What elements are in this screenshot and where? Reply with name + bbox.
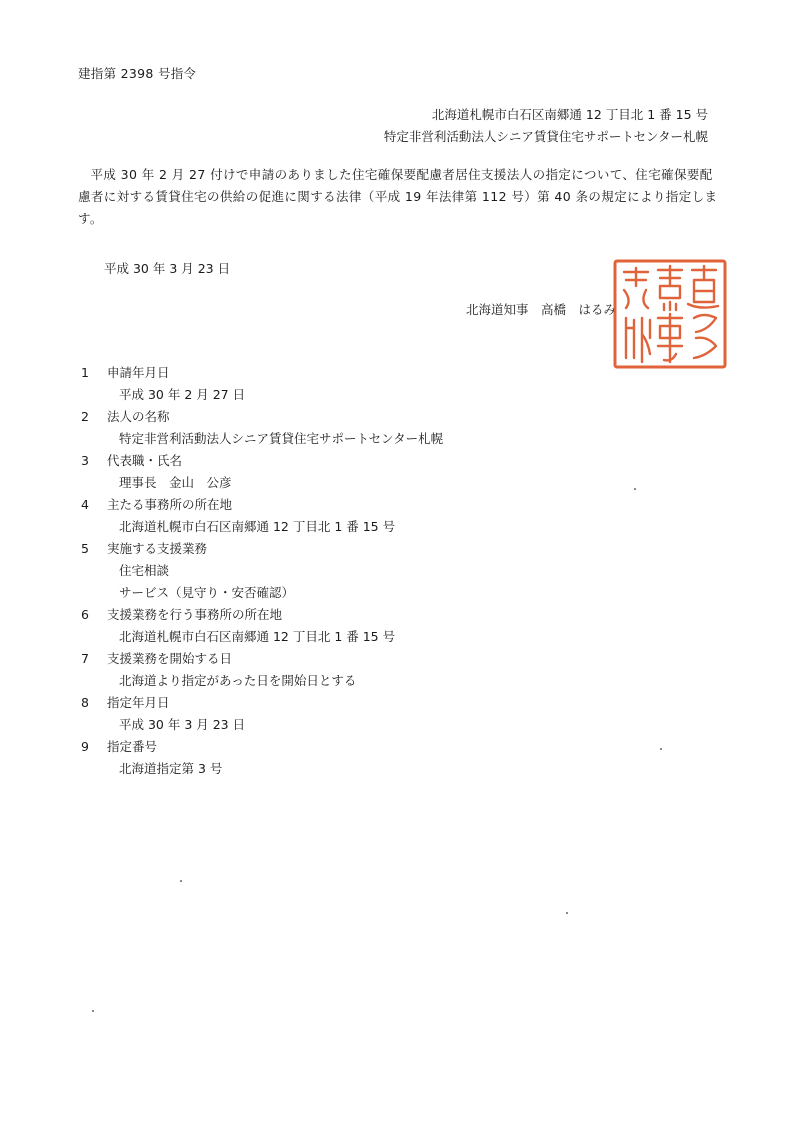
item-value: 平成 30 年 2 月 27 日	[119, 387, 246, 402]
item-value: 北海道札幌市白石区南郷通 12 丁目北 1 番 15 号	[119, 629, 396, 644]
list-item	[78, 604, 678, 648]
item-label: 支援業務を行う事務所の所在地	[107, 607, 283, 622]
item-value: サービス（見守り・安否確認）	[119, 585, 295, 600]
item-heading-row	[78, 494, 678, 516]
item-number: 5	[81, 541, 89, 556]
list-item	[78, 406, 678, 450]
item-label: 支援業務を開始する日	[107, 651, 233, 666]
governor-signature-line	[466, 300, 616, 318]
item-heading-row	[78, 406, 678, 428]
item-number: 7	[81, 651, 89, 666]
scan-speck	[92, 1010, 94, 1012]
item-label: 申請年月日	[107, 365, 170, 380]
item-number: 1	[81, 365, 89, 380]
item-label: 実施する支援業務	[107, 541, 208, 556]
list-item	[78, 450, 678, 494]
item-value: 平成 30 年 3 月 23 日	[119, 717, 246, 732]
item-label: 法人の名称	[107, 409, 170, 424]
item-label: 指定年月日	[107, 695, 170, 710]
item-heading-row	[78, 648, 678, 670]
item-value: 北海道札幌市白石区南郷通 12 丁目北 1 番 15 号	[119, 519, 396, 534]
item-label: 指定番号	[107, 739, 158, 754]
document-number: 建指第 2398 号指令	[78, 66, 197, 81]
designation-body-text: 平成 30 年 2 月 27 付けで申請のありました住宅確保要配慮者居住支援法人の指定について、住宅確保要配慮者に対する賃貸住宅の供給の促進に関する法律（平成 19 年法律第 112 号）第 40 条の規定により指定します。	[78, 167, 718, 226]
addressee-organization: 特定非営利活動法人シニア賃貸住宅サポートセンター札幌	[383, 129, 708, 144]
official-seal-stamp	[612, 258, 728, 370]
addressee-block	[384, 104, 708, 148]
item-number: 2	[81, 409, 89, 424]
scan-speck	[566, 912, 568, 914]
scan-speck	[180, 880, 182, 882]
item-value: 北海道指定第 3 号	[119, 761, 223, 776]
item-number: 3	[81, 453, 89, 468]
addressee-address: 北海道札幌市白石区南郷通 12 丁目北 1 番 15 号	[431, 107, 708, 122]
issue-date: 平成 30 年 3 月 23 日	[104, 261, 231, 276]
list-item	[78, 538, 678, 604]
designation-items-list	[78, 362, 678, 780]
scan-speck	[660, 748, 662, 750]
list-item	[78, 494, 678, 538]
scan-speck	[634, 488, 636, 490]
item-value: 住宅相談	[119, 563, 170, 578]
item-label: 主たる事務所の所在地	[107, 497, 233, 512]
list-item	[78, 736, 678, 780]
item-heading-row	[78, 362, 678, 384]
governor-name: 高橋 はるみ	[541, 302, 617, 317]
item-heading-row	[78, 450, 678, 472]
item-number: 4	[81, 497, 89, 512]
item-heading-row	[78, 736, 678, 758]
item-heading-row	[78, 538, 678, 560]
item-heading-row	[78, 604, 678, 626]
item-value: 北海道より指定があった日を開始日とする	[119, 673, 357, 688]
item-heading-row	[78, 692, 678, 714]
item-value: 特定非営利活動法人シニア賃貸住宅サポートセンター札幌	[119, 431, 444, 446]
item-label: 代表職・氏名	[107, 453, 183, 468]
item-number: 8	[81, 695, 89, 710]
item-number: 9	[81, 739, 89, 754]
list-item	[78, 362, 678, 406]
list-item	[78, 648, 678, 692]
list-item	[78, 692, 678, 736]
item-number: 6	[81, 607, 89, 622]
governor-title: 北海道知事	[466, 302, 529, 317]
item-value: 理事長 金山 公彦	[119, 475, 232, 490]
